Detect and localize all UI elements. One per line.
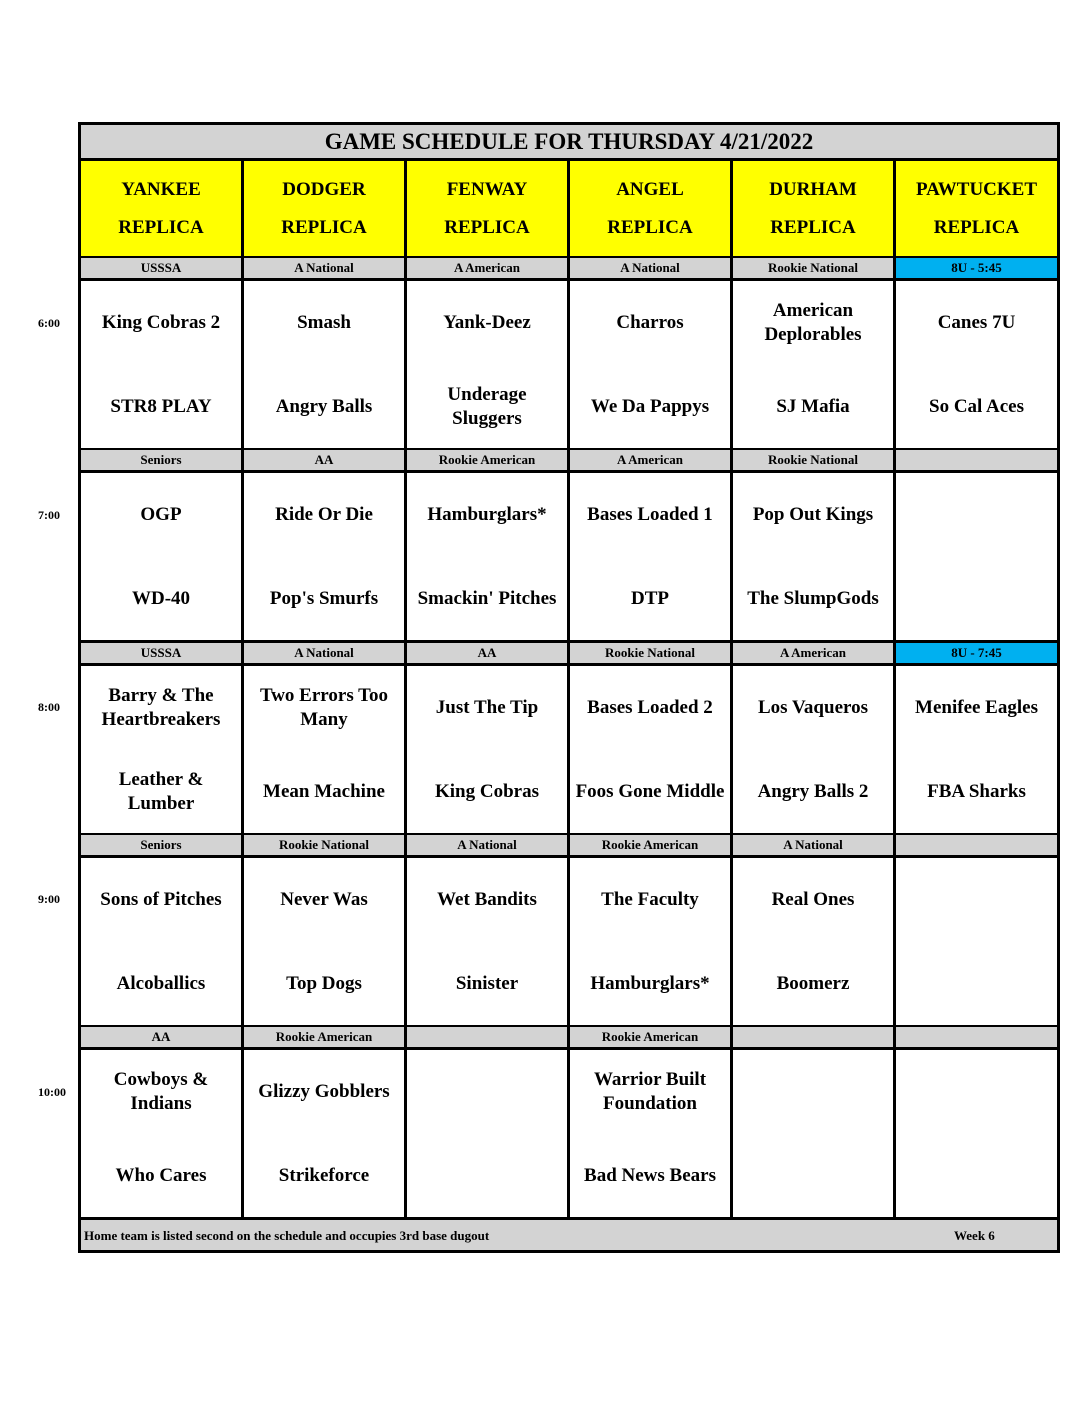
division-label: AA — [407, 643, 567, 663]
division-label: Rookie National — [733, 258, 893, 278]
division-label: A National — [407, 835, 567, 855]
field-name: DURHAM — [769, 178, 857, 200]
division-label: Rookie National — [570, 643, 730, 663]
division-label: A National — [570, 258, 730, 278]
game-cell — [244, 281, 404, 448]
home-team: Sinister — [455, 972, 519, 994]
away-team: Pop Out Kings — [752, 504, 874, 525]
division-label: Rookie National — [244, 835, 404, 855]
game-cell — [733, 666, 893, 833]
game-cell — [244, 1050, 404, 1217]
division-label — [896, 450, 1057, 470]
time-label: 6:00 — [38, 316, 60, 330]
division-label: A American — [407, 258, 567, 278]
division-label: Rookie American — [570, 835, 730, 855]
home-team — [896, 1134, 1057, 1217]
home-team: The SlumpGods — [747, 587, 879, 609]
field-subtitle: REPLICA — [444, 216, 530, 238]
game-cell — [81, 1050, 241, 1217]
game-cell — [733, 281, 893, 448]
away-team: Bases Loaded 1 — [587, 504, 713, 525]
home-team: Alcoballics — [116, 972, 206, 994]
away-team: Ride Or Die — [275, 504, 373, 525]
game-cell — [570, 281, 730, 448]
game-cell — [81, 858, 241, 1025]
game-cell — [896, 281, 1057, 448]
division-label: Seniors — [81, 835, 241, 855]
game-cell — [570, 858, 730, 1025]
away-team: Glizzy Gobblers — [258, 1081, 390, 1102]
footer-row — [81, 1220, 1057, 1250]
away-team: Canes 7U — [937, 312, 1016, 333]
division-label — [896, 1027, 1057, 1047]
division-label — [733, 1027, 893, 1047]
home-team: Hamburglars* — [590, 972, 710, 994]
game-cell — [407, 858, 567, 1025]
game-cell — [570, 666, 730, 833]
field-header-fenway — [407, 161, 567, 256]
game-cell — [896, 666, 1057, 833]
home-team — [896, 942, 1057, 1025]
game-cell — [244, 858, 404, 1025]
away-team: Hamburglars* — [427, 504, 547, 525]
field-header-pawtucket — [896, 161, 1057, 256]
home-team: Strikeforce — [278, 1164, 370, 1186]
away-team: Smash — [297, 312, 351, 333]
away-team: Never Was — [280, 889, 368, 910]
away-team: Real Ones — [771, 889, 855, 910]
week-label: Week 6 — [954, 1228, 995, 1243]
division-label: Rookie American — [570, 1027, 730, 1047]
division-label: Seniors — [81, 450, 241, 470]
time-label: 9:00 — [38, 892, 60, 906]
game-cell — [570, 1050, 730, 1217]
time-label: 8:00 — [38, 700, 60, 714]
home-team: SJ Mafia — [776, 395, 850, 417]
division-label: A National — [733, 835, 893, 855]
away-team — [896, 858, 1057, 942]
time-label: 10:00 — [38, 1085, 66, 1099]
division-label: Rookie American — [407, 450, 567, 470]
home-team: STR8 PLAY — [110, 395, 212, 417]
field-header-dodger — [244, 161, 404, 256]
away-team: Los Vaqueros — [757, 697, 868, 718]
home-team: Underage Sluggers — [447, 383, 527, 429]
division-label — [896, 835, 1057, 855]
game-cell — [733, 858, 893, 1025]
division-label: Rookie National — [733, 450, 893, 470]
division-label: USSSA — [81, 258, 241, 278]
away-team: Charros — [616, 312, 684, 333]
home-team: We Da Pappys — [590, 395, 710, 417]
field-header-angel — [570, 161, 730, 256]
away-team: American Deplorables — [764, 300, 862, 345]
home-team: Smackin' Pitches — [417, 587, 557, 609]
schedule-table — [78, 122, 1060, 1253]
away-team: OGP — [140, 504, 182, 525]
game-cell — [81, 473, 241, 640]
division-label: A American — [733, 643, 893, 663]
field-subtitle: REPLICA — [281, 216, 367, 238]
field-name: YANKEE — [121, 178, 201, 200]
home-team: FBA Sharks — [927, 780, 1026, 802]
game-cell — [244, 473, 404, 640]
home-team: Pop's Smurfs — [269, 587, 379, 609]
division-label — [407, 1027, 567, 1047]
home-team: Mean Machine — [263, 780, 385, 802]
field-subtitle: REPLICA — [770, 216, 856, 238]
field-name: FENWAY — [446, 178, 528, 200]
away-team — [733, 1050, 893, 1134]
away-team: Menifee Eagles — [915, 697, 1038, 718]
footer-note: Home team is listed second on the schedule and occupies 3rd base dugout — [84, 1228, 490, 1243]
home-team: Top Dogs — [286, 972, 362, 994]
away-team: Sons of Pitches — [100, 889, 222, 910]
field-name: PAWTUCKET — [915, 178, 1038, 200]
game-cell — [407, 473, 567, 640]
home-team: So Cal Aces — [929, 395, 1024, 417]
away-team: Yank-Deez — [443, 312, 531, 333]
division-label: USSSA — [81, 643, 241, 663]
game-cell — [896, 858, 1057, 1025]
home-team: Angry Balls — [275, 395, 373, 417]
time-label: 7:00 — [38, 508, 60, 522]
home-team — [407, 1134, 567, 1217]
game-cell — [81, 666, 241, 833]
home-team: DTP — [631, 587, 669, 609]
away-team: Wet Bandits — [437, 889, 537, 910]
field-header-yankee — [81, 161, 241, 256]
game-cell — [570, 473, 730, 640]
away-team — [407, 1050, 567, 1134]
away-team: Bases Loaded 2 — [587, 697, 713, 718]
game-cell — [407, 1050, 567, 1217]
home-team: King Cobras — [435, 780, 539, 802]
game-cell — [407, 281, 567, 448]
home-team: Angry Balls 2 — [757, 780, 869, 802]
home-team: WD-40 — [131, 587, 191, 609]
away-team — [896, 473, 1057, 557]
away-team: Just The Tip — [435, 697, 539, 718]
home-team: Leather & Lumber — [118, 768, 204, 814]
game-cell — [896, 1050, 1057, 1217]
game-cell — [733, 1050, 893, 1217]
field-subtitle: REPLICA — [118, 216, 204, 238]
division-label: 8U - 5:45 — [896, 258, 1057, 278]
game-cell — [896, 473, 1057, 640]
home-team: Boomerz — [776, 972, 850, 994]
field-subtitle: REPLICA — [933, 216, 1020, 238]
away-team: The Faculty — [601, 889, 699, 910]
home-team: Who Cares — [115, 1164, 207, 1186]
division-label: A National — [244, 643, 404, 663]
division-label: A American — [570, 450, 730, 470]
away-team: Two Errors Too Many — [259, 685, 389, 730]
field-header-durham — [733, 161, 893, 256]
game-cell — [244, 666, 404, 833]
division-label: AA — [81, 1027, 241, 1047]
away-team: Cowboys & Indians — [113, 1069, 209, 1114]
away-team: Warrior Built Foundation — [593, 1069, 707, 1114]
division-label: A National — [244, 258, 404, 278]
away-team: King Cobras 2 — [101, 312, 221, 333]
division-label: AA — [244, 450, 404, 470]
game-cell — [733, 473, 893, 640]
game-cell — [407, 666, 567, 833]
division-label: Rookie American — [244, 1027, 404, 1047]
home-team — [733, 1134, 893, 1217]
field-subtitle: REPLICA — [607, 216, 693, 238]
away-team: Barry & The Heartbreakers — [101, 685, 221, 730]
away-team — [896, 1050, 1057, 1134]
home-team: Foos Gone Middle — [575, 780, 725, 802]
game-cell — [81, 281, 241, 448]
field-name: DODGER — [282, 178, 366, 200]
field-name: ANGEL — [616, 178, 684, 200]
schedule-title: GAME SCHEDULE FOR THURSDAY 4/21/2022 — [81, 125, 1057, 158]
division-label: 8U - 7:45 — [896, 643, 1057, 663]
home-team — [896, 557, 1057, 640]
home-team: Bad News Bears — [584, 1164, 716, 1186]
